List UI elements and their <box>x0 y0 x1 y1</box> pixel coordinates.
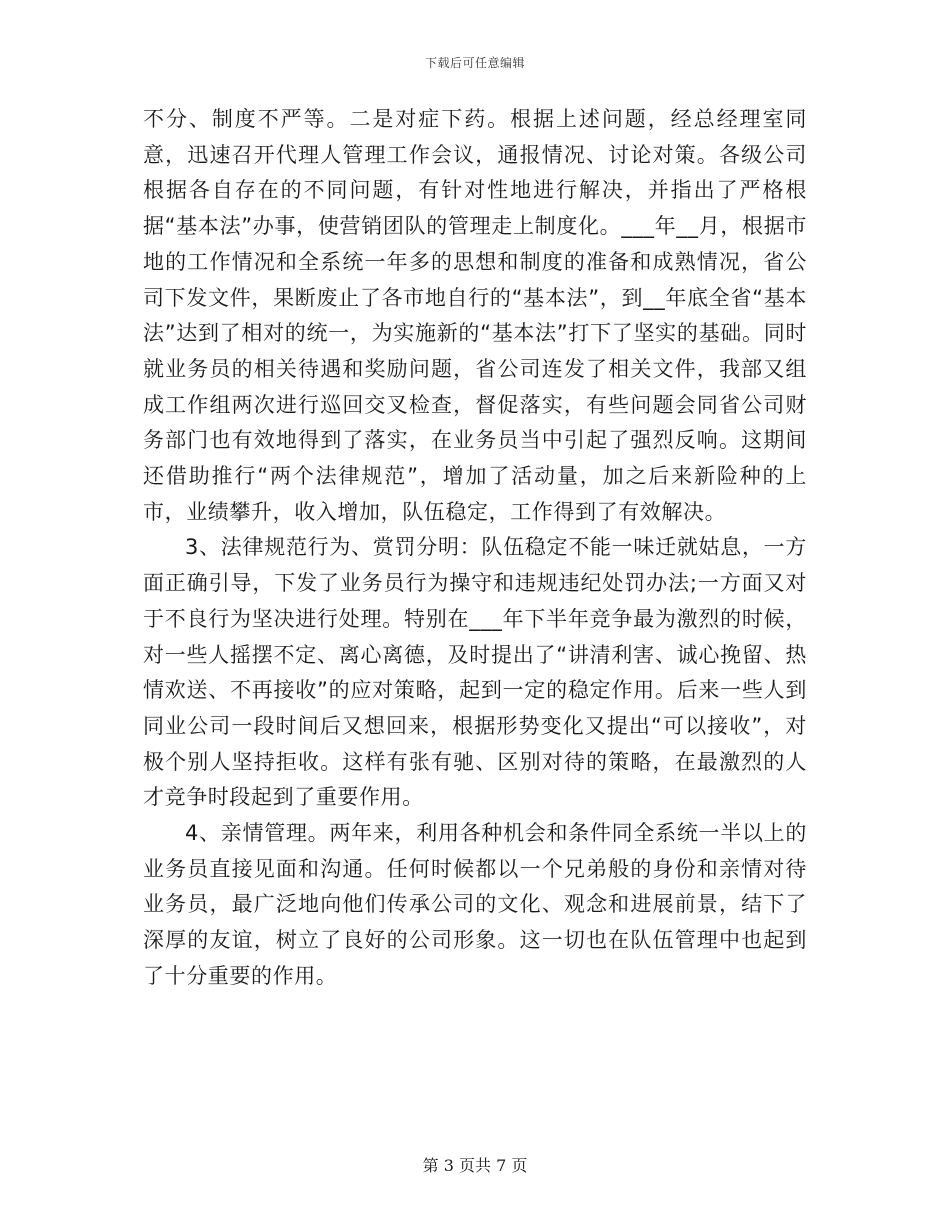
header-note: 下载后可任意编辑 <box>424 56 525 70</box>
paragraph-legal-regulation: 3、法律规范行为、赏罚分明：队伍稳定不能一味迁就姑息，一方面正确引导，下发了业务员行为操守和违规违纪处罚办法;一方面又对于不良行为坚决进行处理。特别在___年下半年竞争最为激烈的时候，对一些人摇摆不定、离心离德，及时提出了“讲清利害、诚心挽留、热情欢送、不再接收”的应对策略，起到一定的稳定作用。后来一些人到同业公司一段时间后又想回来，根据形势变化又提出“可以接收”，对极个别人坚持拒收。这样有张有驰、区别对待的策略，在最激烈的人才竞争时段起到了重要作用。 <box>143 535 807 810</box>
paragraph-affection-management: 4、亲情管理。两年来，利用各种机会和条件同全系统一半以上的业务员直接见面和沟通。任何时候都以一个兄弟般的身份和亲情对待业务员，最广泛地向他们传承公司的文化、观念和进展前景，结下了深厚的友谊，树立了良好的公司形象。这一切也在队伍管理中也起到了十分重要的作用。 <box>143 821 807 988</box>
page-number: 第 3 页共 7 页 <box>422 1156 528 1175</box>
document-body <box>143 102 807 995</box>
paragraph-continuation: 不分、制度不严等。二是对症下药。根据上述问题，经总经理室同意，迅速召开代理人管理工作会议，通报情况、讨论对策。各级公司根据各自存在的不同问题，有针对性地进行解决，并指出了严格根据“基本法”办事，使营销团队的管理走上制度化。___年__月，根据市地的工作情况和全系统一年多的思想和制度的准备和成熟情况，省公司下发文件，果断废止了各市地自行的“基本法”，到__年底全省“基本法”达到了相对的统一，为实施新的“基本法”打下了坚实的基础。同时就业务员的相关待遇和奖励问题，省公司连发了相关文件，我部又组成工作组两次进行巡回交叉检查，督促落实，有些问题会同省公司财务部门也有效地得到了落实，在业务员当中引起了强烈反响。这期间还借助推行“两个法律规范”，增加了活动量，加之后来新险种的上市，业绩攀升，收入增加，队伍稳定，工作得到了有效解决。 <box>143 107 807 524</box>
